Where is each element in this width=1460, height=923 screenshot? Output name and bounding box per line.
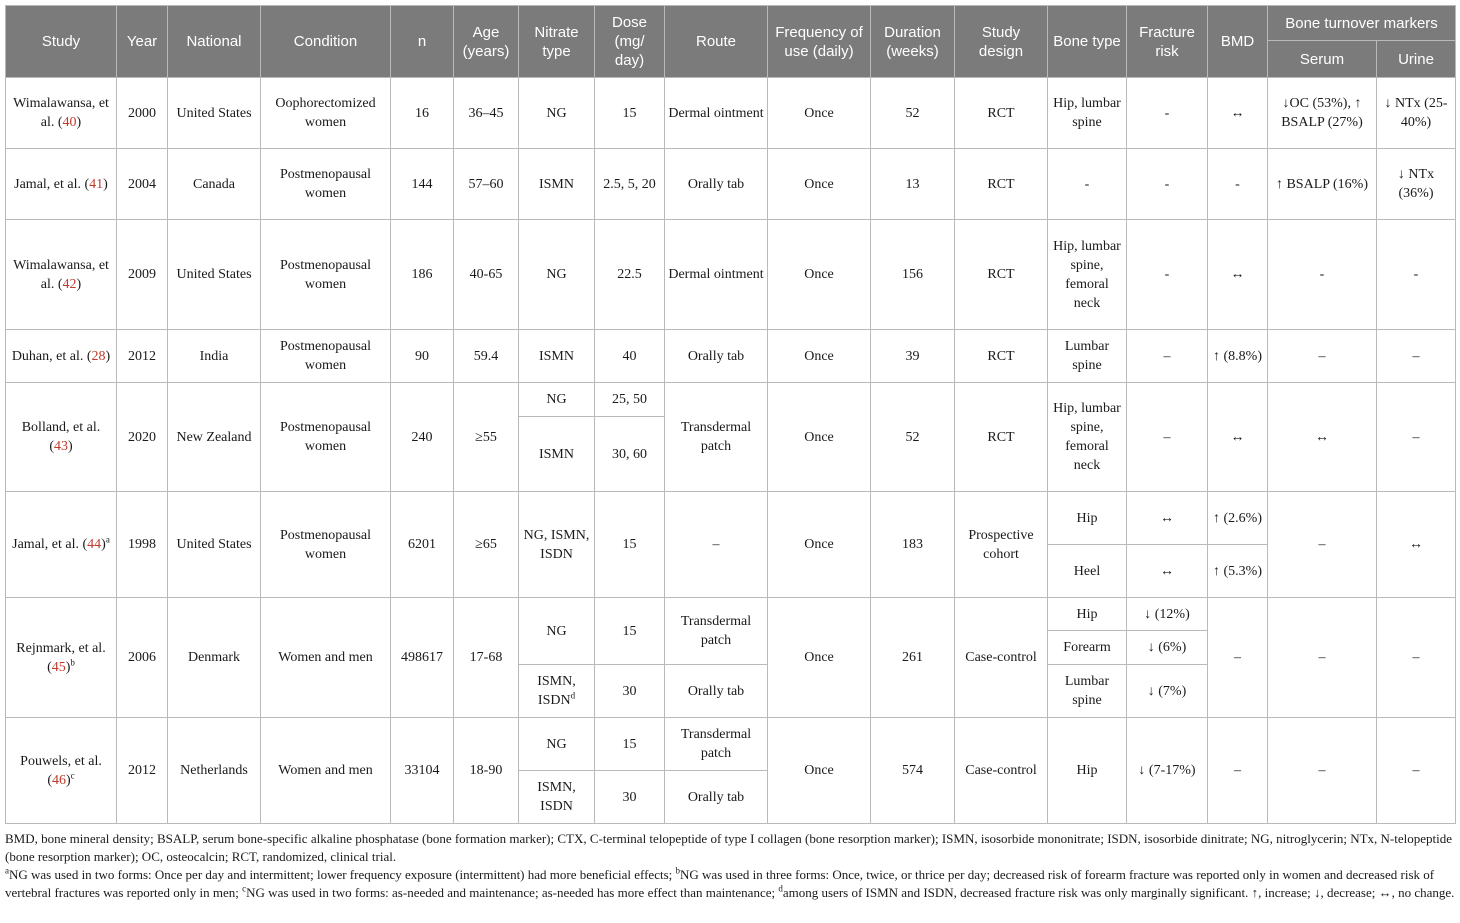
cell-bmd: ↑ (5.3%) — [1208, 545, 1268, 598]
cell-study: Pouwels, et al. $(46)^c$ — [6, 718, 117, 824]
cell-fracture-risk: - — [1127, 78, 1208, 149]
cell-national: New Zealand — [168, 383, 261, 492]
cell-frequency: Once — [768, 383, 871, 492]
cell-bmd: ↑ (8.8%) — [1208, 330, 1268, 383]
cell-serum: ↓OC (53%), ↑ BSALP (27%) — [1268, 78, 1377, 149]
cell-frequency: Once — [768, 492, 871, 598]
cell-nitrate-type: ISMN, ISDN — [519, 771, 595, 824]
reference-link[interactable]: 28 — [91, 348, 106, 364]
header-n: n — [391, 6, 454, 78]
cell-study: Wimalawansa, et al. (42) — [6, 220, 117, 330]
cell-frequency: Once — [768, 718, 871, 824]
cell-year: 2000 — [117, 78, 168, 149]
cell-route: Dermal ointment — [665, 78, 768, 149]
cell-study-design: RCT — [955, 330, 1048, 383]
cell-bmd: - — [1208, 149, 1268, 220]
table-row — [6, 492, 1456, 545]
reference-link[interactable]: 46 — [52, 772, 66, 788]
cell-serum: – — [1268, 492, 1377, 598]
cell-condition: Women and men — [261, 598, 391, 718]
cell-national: United States — [168, 78, 261, 149]
reference-link[interactable]: 41 — [89, 176, 104, 192]
cell-year: 2020 — [117, 383, 168, 492]
cell-bone-type: - — [1048, 149, 1127, 220]
cell-age: 17-68 — [454, 598, 519, 718]
cell-urine: – — [1377, 718, 1456, 824]
cell-bone-type: Forearm — [1048, 631, 1127, 665]
table-row — [6, 598, 1456, 631]
cell-national: India — [168, 330, 261, 383]
cell-bmd: ↑ (2.6%) — [1208, 492, 1268, 545]
cell-dose: 30 — [595, 665, 665, 718]
cell-nitrate-type: NG — [519, 598, 595, 665]
footnote-marker: d — [570, 690, 576, 701]
cell-urine: – — [1377, 383, 1456, 492]
cell-year: 2006 — [117, 598, 168, 718]
cell-dose: 40 — [595, 330, 665, 383]
cell-urine: ↓ NTx (36%) — [1377, 149, 1456, 220]
cell-n: 16 — [391, 78, 454, 149]
table-row — [6, 78, 1456, 149]
cell-n: 6201 — [391, 492, 454, 598]
header-study: Study — [6, 6, 117, 78]
header-frequency: Frequency of use (daily) — [768, 6, 871, 78]
cell-study: Duhan, et al. (28) — [6, 330, 117, 383]
cell-year: 2004 — [117, 149, 168, 220]
cell-urine: ↓ NTx (25-40%) — [1377, 78, 1456, 149]
cell-route: Orally tab — [665, 330, 768, 383]
cell-bone-type: Hip, lumbar spine — [1048, 78, 1127, 149]
cell-duration: 261 — [871, 598, 955, 718]
cell-dose: 2.5, 5, 20 — [595, 149, 665, 220]
reference-link[interactable]: 43 — [54, 439, 68, 454]
cell-fracture-risk: – — [1127, 383, 1208, 492]
reference-link[interactable]: 44 — [87, 537, 102, 552]
cell-bone-type: Lumbar spine — [1048, 330, 1127, 383]
table-row — [6, 330, 1456, 383]
cell-age: 59.4 — [454, 330, 519, 383]
cell-dose: 15 — [595, 598, 665, 665]
table-row — [6, 718, 1456, 771]
cell-route: Orally tab — [665, 771, 768, 824]
header-urine: Urine — [1377, 41, 1456, 78]
cell-condition: Women and men — [261, 718, 391, 824]
nitrate-studies-table — [5, 5, 1456, 824]
cell-nitrate-type: ISMN — [519, 330, 595, 383]
cell-bone-type: Hip — [1048, 598, 1127, 631]
header-nitrate-type: Nitrate type — [519, 6, 595, 78]
cell-fracture-risk: - — [1127, 149, 1208, 220]
header-fracture-risk: Fracture risk — [1127, 6, 1208, 78]
cell-national: Canada — [168, 149, 261, 220]
cell-route: Transdermal patch — [665, 598, 768, 665]
cell-bmd: ↔ — [1208, 383, 1268, 492]
cell-frequency: Once — [768, 330, 871, 383]
cell-n: 90 — [391, 330, 454, 383]
cell-study-design: RCT — [955, 149, 1048, 220]
header-bmd: BMD — [1208, 6, 1268, 78]
cell-bmd: ↔ — [1208, 220, 1268, 330]
footnote-marker: c — [70, 769, 75, 780]
header-condition: Condition — [261, 6, 391, 78]
cell-dose: 30, 60 — [595, 417, 665, 492]
cell-bmd: – — [1208, 718, 1268, 824]
cell-condition: Oophorectomized women — [261, 78, 391, 149]
cell-condition: Postmenopausal women — [261, 149, 391, 220]
cell-fracture-risk: ↓ (6%) — [1127, 631, 1208, 665]
cell-route: Transdermal patch — [665, 718, 768, 771]
cell-year: 1998 — [117, 492, 168, 598]
cell-frequency: Once — [768, 149, 871, 220]
cell-dose: 22.5 — [595, 220, 665, 330]
cell-study-design: Case-control — [955, 718, 1048, 824]
cell-route: Orally tab — [665, 149, 768, 220]
header-year: Year — [117, 6, 168, 78]
footnote-marker: a — [105, 534, 110, 545]
cell-n: 240 — [391, 383, 454, 492]
header-bone-type: Bone type — [1048, 6, 1127, 78]
cell-national: Netherlands — [168, 718, 261, 824]
cell-condition: Postmenopausal women — [261, 220, 391, 330]
cell-dose: 15 — [595, 718, 665, 771]
cell-bone-type: Lumbar spine — [1048, 665, 1127, 718]
footnote-marker: b — [70, 656, 75, 667]
cell-serum: ↔ — [1268, 383, 1377, 492]
cell-study: Wimalawansa, et al. (40) — [6, 78, 117, 149]
cell-national: United States — [168, 220, 261, 330]
cell-year: 2012 — [117, 330, 168, 383]
header-dose: Dose (mg/ day) — [595, 6, 665, 78]
cell-serum: - — [1268, 220, 1377, 330]
cell-duration: 13 — [871, 149, 955, 220]
cell-study-design: Case-control — [955, 598, 1048, 718]
cell-age: 40-65 — [454, 220, 519, 330]
cell-study: Rejnmark, et al. $(45)^b$ — [6, 598, 117, 718]
cell-serum: – — [1268, 330, 1377, 383]
cell-study: Bolland, et al. (43) — [6, 383, 117, 492]
header-serum: Serum — [1268, 41, 1377, 78]
cell-frequency: Once — [768, 598, 871, 718]
cell-duration: 183 — [871, 492, 955, 598]
cell-year: 2009 — [117, 220, 168, 330]
cell-bmd: – — [1208, 598, 1268, 718]
cell-serum: – — [1268, 598, 1377, 718]
abbreviations-footnote: BMD, bone mineral density; BSALP, serum bone-specific alkaline phosphatase (bone formation marker); CTX, C-terminal telopeptide of type I collagen (bone resorption marker); ISMN, isosorbide mononitrate; ISDN, isosorbide dinitrate; NG, nitroglycerin; NTx, N-telopeptide (bone resorption marker); OC, osteocalcin; RCT, randomized, clinical trial. — [5, 831, 1452, 864]
header-bone-turnover-markers: Bone turnover markers — [1268, 6, 1456, 41]
reference-link[interactable]: 40 — [62, 115, 77, 130]
cell-bone-type: Hip — [1048, 718, 1127, 824]
table-row — [6, 220, 1456, 330]
cell-urine: ↔ — [1377, 492, 1456, 598]
cell-route: Dermal ointment — [665, 220, 768, 330]
cell-condition: Postmenopausal women — [261, 383, 391, 492]
cell-study-design: RCT — [955, 220, 1048, 330]
cell-age: ≥65 — [454, 492, 519, 598]
cell-nitrate-type: NG — [519, 718, 595, 771]
header-age: Age (years) — [454, 6, 519, 78]
table-row — [6, 383, 1456, 417]
cell-bone-type: Hip — [1048, 492, 1127, 545]
cell-national: Denmark — [168, 598, 261, 718]
cell-study: Jamal, et al. (41) — [6, 149, 117, 220]
cell-urine: – — [1377, 598, 1456, 718]
cell-duration: 574 — [871, 718, 955, 824]
cell-n: 144 — [391, 149, 454, 220]
cell-duration: 52 — [871, 383, 955, 492]
cell-route: Transdermal patch — [665, 383, 768, 492]
header-row — [6, 6, 1456, 41]
cell-dose: 15 — [595, 78, 665, 149]
cell-condition: Postmenopausal women — [261, 492, 391, 598]
cell-n: 33104 — [391, 718, 454, 824]
cell-bone-type: Heel — [1048, 545, 1127, 598]
cell-dose: 15 — [595, 492, 665, 598]
cell-age: 18-90 — [454, 718, 519, 824]
cell-n: 498617 — [391, 598, 454, 718]
cell-fracture-risk: ↔ — [1127, 545, 1208, 598]
cell-nitrate-type: NG — [519, 383, 595, 417]
header-duration: Duration (weeks) — [871, 6, 955, 78]
cell-fracture-risk: ↔ — [1127, 492, 1208, 545]
cell-frequency: Once — [768, 220, 871, 330]
cell-fracture-risk: - — [1127, 220, 1208, 330]
cell-fracture-risk: – — [1127, 330, 1208, 383]
cell-age: ≥55 — [454, 383, 519, 492]
cell-urine: - — [1377, 220, 1456, 330]
cell-route: Orally tab — [665, 665, 768, 718]
cell-fracture-risk: ↓ (12%) — [1127, 598, 1208, 631]
cell-urine: – — [1377, 330, 1456, 383]
cell-bone-type: Hip, lumbar spine, femoral neck — [1048, 220, 1127, 330]
cell-n: 186 — [391, 220, 454, 330]
cell-study: Jamal, et al. $(44)^a$ — [6, 492, 117, 598]
cell-study-design: RCT — [955, 78, 1048, 149]
cell-nitrate-type: ISMN, ISDN$^d$ — [519, 665, 595, 718]
cell-nitrate-type: ISMN — [519, 149, 595, 220]
cell-bmd: ↔ — [1208, 78, 1268, 149]
table-row — [6, 149, 1456, 220]
cell-year: 2012 — [117, 718, 168, 824]
cell-fracture-risk: ↓ (7%) — [1127, 665, 1208, 718]
reference-link[interactable]: 42 — [62, 276, 77, 292]
header-route: Route — [665, 6, 768, 78]
cell-age: 36–45 — [454, 78, 519, 149]
cell-nitrate-type: NG — [519, 220, 595, 330]
cell-serum: – — [1268, 718, 1377, 824]
cell-frequency: Once — [768, 78, 871, 149]
cell-duration: 52 — [871, 78, 955, 149]
header-national: National — [168, 6, 261, 78]
cell-duration: 156 — [871, 220, 955, 330]
cell-study-design: RCT — [955, 383, 1048, 492]
reference-link[interactable]: 45 — [51, 659, 66, 675]
table-footnotes: $^a$NG was used in two forms: Once per day and intermittent; lower frequency exposure (intermittent) had more beneficial effects; $^b$NG was used in three forms: Once, twice, or thrice per day; decreased risk of forearm fracture was reported only in women and decreased risk of vertebral fractures was reported only in men; $^c$NG was used in two forms: as-needed and maintenance; as-needed has more effect than maintenance; $^d$among users of ISMN and ISDN, decreased fracture risk was only marginally significant. ↑, increase; ↓, decrease; ↔, no change. — [5, 865, 1455, 900]
header-study-design: Study design — [955, 6, 1048, 78]
cell-bone-type: Hip, lumbar spine, femoral neck — [1048, 383, 1127, 492]
cell-condition: Postmenopausal women — [261, 330, 391, 383]
cell-route: – — [665, 492, 768, 598]
cell-national: United States — [168, 492, 261, 598]
cell-dose: 25, 50 — [595, 383, 665, 417]
cell-duration: 39 — [871, 330, 955, 383]
cell-serum: ↑ BSALP (16%) — [1268, 149, 1377, 220]
cell-fracture-risk: ↓ (7-17%) — [1127, 718, 1208, 824]
cell-nitrate-type: NG, ISMN, ISDN — [519, 492, 595, 598]
cell-nitrate-type: NG — [519, 78, 595, 149]
cell-dose: 30 — [595, 771, 665, 824]
cell-nitrate-type: ISMN — [519, 417, 595, 492]
cell-study-design: Prospective cohort — [955, 492, 1048, 598]
cell-age: 57–60 — [454, 149, 519, 220]
